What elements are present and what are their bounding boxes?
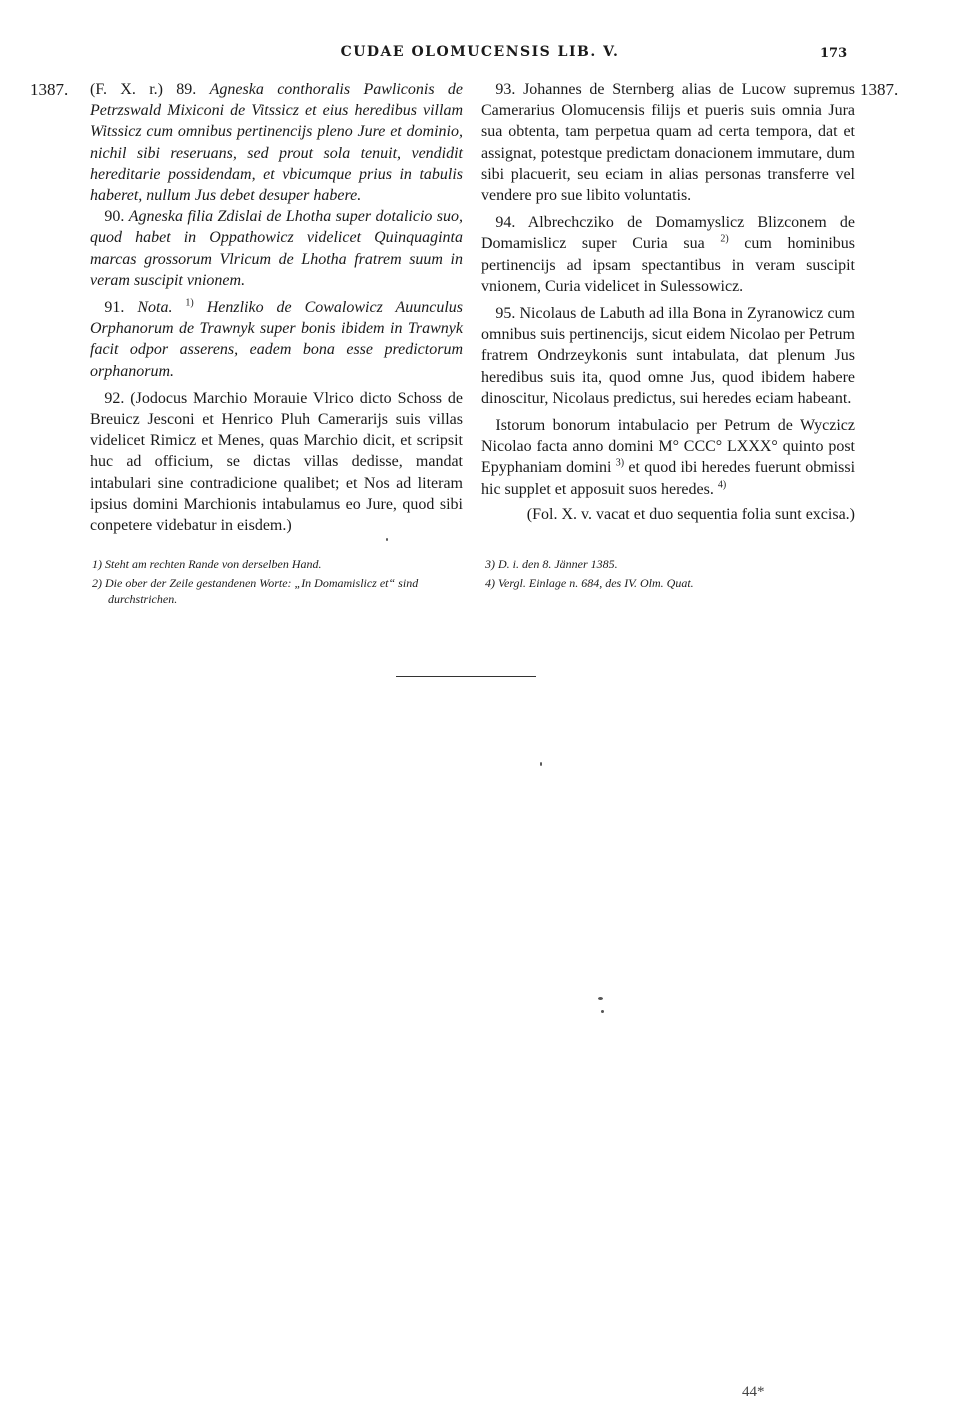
footnotes-right bbox=[485, 556, 855, 594]
entry-90 bbox=[90, 206, 463, 291]
entry-89 bbox=[90, 79, 463, 206]
entry-95 bbox=[481, 303, 855, 409]
entry-95-number: 95. bbox=[495, 305, 516, 323]
footnote-marker-2: 2) bbox=[720, 234, 729, 246]
footnote-1 bbox=[92, 556, 457, 572]
left-column bbox=[90, 79, 463, 536]
entry-94 bbox=[481, 212, 855, 297]
footnote-4-mark: 4) bbox=[485, 576, 495, 590]
footnote-2-text: Die ober der Zeile gestandenen Worte: „In Domamislicz et“ sind durchstrichen. bbox=[105, 576, 419, 606]
addendum-text-a: Istorum bonorum intabulacio per Petrum de Wyczicz Nicolao facta anno domini M° CCC° LXXX° quinto post Epyphaniam domini bbox=[481, 417, 855, 477]
entry-89-prefix: (F. X. r.) 89. bbox=[90, 81, 197, 98]
entry-92-text: (Jodocus Marchio Morauie Vlrico dicto Schoss de Breuicz Jesconi et Henrico Pluh Camerarijs suis villas videlicet Rimicz et Menes, quas Marchio dicit, et scripsit huc ad officium, se dictas villas dedisse, mandat intabulari sine contradicione qualibet; et Nos ad literam ipsius domini Marchionis intabulamus eo Jure, quod sibi conpetere videbatur in eisdem.) bbox=[90, 389, 464, 535]
section-divider-rule bbox=[396, 676, 536, 677]
footnote-2-mark: 2) bbox=[92, 576, 102, 590]
entry-89-text: Agneska conthoralis Pawliconis de Petrzswald Mixiconi de Vitssicz et eius heredibus villam Witssicz cum omnibus pertinencijs pleno Jure et dominio, nichil sibi reseruans, sed prout sola tenuit, vendidit hereditarie possidendam, et vbicumque prius in tabulis haberet, nullum Jus debet desuper habere. bbox=[90, 81, 463, 205]
footnote-4 bbox=[485, 575, 855, 591]
margin-year-right: 1387. bbox=[860, 80, 899, 99]
paper-speck bbox=[601, 1010, 604, 1013]
entry-90-number: 90. bbox=[104, 208, 125, 226]
entry-92 bbox=[90, 388, 463, 536]
footnote-1-text: Steht am rechten Rande von derselben Hand. bbox=[105, 557, 322, 571]
page-number: 173 bbox=[820, 46, 848, 61]
entry-93 bbox=[481, 79, 855, 206]
entry-91-number: 91. bbox=[104, 299, 125, 317]
paper-speck bbox=[386, 538, 388, 541]
footnote-3-text: D. i. den 8. Jänner 1385. bbox=[498, 557, 618, 571]
right-column bbox=[481, 79, 855, 525]
entry-91-text: Henzliko de Cowalowicz Auunculus Orphanorum de Trawnyk super bonis ibidem in Trawnyk facit odpor asserens, eadem bona esse predictorum orphanorum. bbox=[90, 299, 464, 380]
entry-94-text-a: Albrechcziko de Domamyslicz Blizconem de Domamislicz super Curia sua bbox=[481, 214, 856, 253]
footnotes-left bbox=[92, 556, 457, 610]
footnote-marker-4: 4) bbox=[717, 479, 727, 491]
footnote-marker-3: 3) bbox=[615, 458, 625, 470]
footnote-1-mark: 1) bbox=[92, 557, 102, 571]
running-title: CUDAE OLOMUCENSIS LIB. V. bbox=[340, 44, 620, 60]
entry-93-text: Johannes de Sternberg alias de Lucow supremus Camerarius Olomucensis filijs et pueris suis omnia Jura sua obtenta, tam perpetua quam ad certa tempora, dat et assignat, potestque predictam donacionem immutare, dum sibi placuerit, seu eciam in alias personas transferre vel vendere pro sue libito voluntatis. bbox=[481, 81, 856, 205]
entry-94-number: 94. bbox=[495, 214, 516, 232]
entry-91 bbox=[90, 297, 463, 382]
paper-speck bbox=[540, 762, 542, 766]
footnote-marker-1: 1) bbox=[185, 297, 194, 309]
entry-91-nota: Nota. bbox=[137, 299, 173, 317]
footnote-2 bbox=[92, 575, 457, 607]
addendum-text-b: et quod ibi heredes fuerunt obmissi hic supplet et apposuit suos heredes. bbox=[481, 459, 856, 498]
paper-speck bbox=[598, 997, 603, 1000]
entry-94-text-b: cum hominibus pertinencijs ad ipsam spectantibus in veram suscipit vnionem, Curia videlicet in Sulessowicz. bbox=[481, 235, 856, 295]
margin-year-left: 1387. bbox=[30, 80, 69, 99]
footnote-3-mark: 3) bbox=[485, 557, 495, 571]
closing-note: (Fol. X. v. vacat et duo sequentia folia sunt excisa.) bbox=[526, 505, 855, 523]
entry-93-number: 93. bbox=[495, 81, 516, 98]
entry-92-number: 92. bbox=[104, 389, 125, 407]
footnote-4-text: Vergl. Einlage n. 684, des IV. Olm. Quat. bbox=[498, 576, 694, 590]
footnote-3 bbox=[485, 556, 855, 572]
addendum bbox=[481, 415, 855, 500]
sheet-signature: 44* bbox=[742, 1384, 765, 1400]
entry-90-text: Agneska filia Zdislai de Lhotha super dotalicio suo, quod habet in Oppathowicz videlicet Quinquaginta marcas grossorum Vlricum de Lhotha fratrem suum in veram suscipit vnionem. bbox=[90, 208, 464, 289]
entry-95-text: Nicolaus de Labuth ad illa Bona in Zyranowicz cum omnibus suis pertinencijs, sicut eidem Nicolao per Petrum fratrem Ondrzeykonis sunt intabulata, dat plenum Jus heredibus suis ita, quod omne Jus, quod ibidem habere dinoscitur, Nicolaus predictus, sui heredes eciam habeant. bbox=[481, 305, 856, 407]
